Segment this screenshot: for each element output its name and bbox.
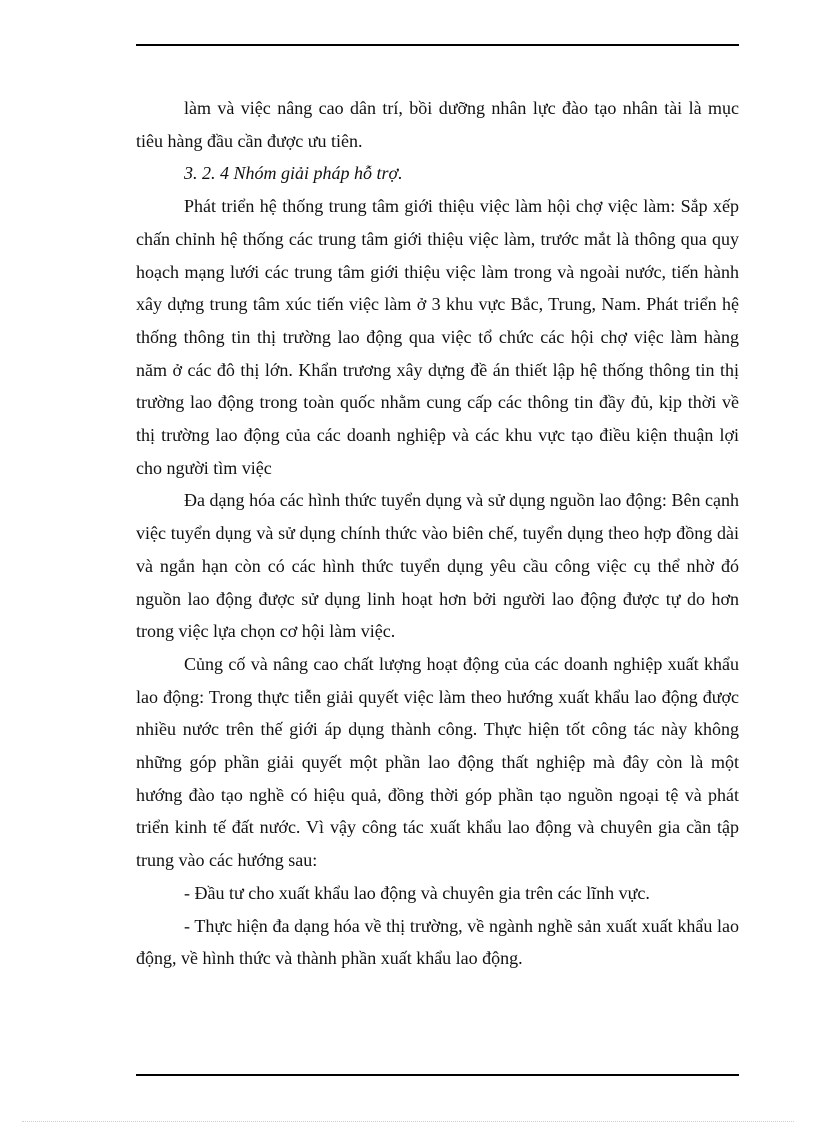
section-heading: 3. 2. 4 Nhóm giải pháp hỗ trợ. <box>184 163 403 184</box>
footer-rule <box>136 1074 739 1076</box>
page-body <box>136 92 739 975</box>
bullet-diversification: - Thực hiện đa dạng hóa về thị trường, về ngành nghề sản xuất xuất khẩu lao động, về hình thức và thành phần xuất khẩu lao động. <box>136 915 739 969</box>
header-rule <box>136 44 739 46</box>
paragraph-job-centers: Phát triển hệ thống trung tâm giới thiệu việc làm hội chợ việc làm: Sắp xếp chấn chỉnh hệ thống các trung tâm giới thiệu việc làm, trước mắt là thông qua quy hoạch mạng lưới các trung tâm giới thiệu việc làm trong và ngoài nước, tiến hành xây dựng trung tâm xúc tiến việc làm ở 3 khu vực Bắc, Trung, Nam. Phát triển hệ thống thông tin thị trường lao động qua việc tổ chức các hội chợ việc làm hàng năm ở các đô thị lớn. Khẩn trương xây dựng đề án thiết lập hệ thống thông tin thị trường lao động trong toàn quốc nhằm cung cấp các thông tin đầy đủ, kịp thời về thị trường lao động của các doanh nghiệp và các khu vực tạo điều kiện thuận lợi cho người tìm việc <box>136 196 739 478</box>
paragraph-labor-export: Củng cố và nâng cao chất lượng hoạt động của các doanh nghiệp xuất khẩu lao động: Trong thực tiễn giải quyết việc làm theo hướng xuất khẩu lao động được nhiều nước trên thế giới áp dụng thành công. Thực hiện tốt công tác này không những góp phần giải quyết một phần lao động thất nghiệp mà đây còn là một hướng đào tạo nghề có hiệu quả, đồng thời góp phần tạo nguồn ngoại tệ và phát triển kinh tế đất nước. Vì vậy công tác xuất khẩu lao động và chuyên gia cần tập trung vào các hướng sau: <box>136 653 739 871</box>
bullet-investment: - Đầu tư cho xuất khẩu lao động và chuyên gia trên các lĩnh vực. <box>184 882 650 903</box>
page-edge-divider <box>22 1121 794 1122</box>
paragraph-continuation: làm và việc nâng cao dân trí, bồi dưỡng nhân lực đào tạo nhân tài là mục tiêu hàng đầu cần được ưu tiên. <box>136 98 739 151</box>
paragraph-recruitment-forms: Đa dạng hóa các hình thức tuyển dụng và sử dụng nguồn lao động: Bên cạnh việc tuyển dụng và sử dụng chính thức vào biên chế, tuyển dụng theo hợp đồng dài và ngắn hạn còn có các hình thức tuyển dụng yêu cầu công việc cụ thể nhờ đó nguồn lao động được sử dụng linh hoạt hơn bởi người lao động được tự do hơn trong việc lựa chọn cơ hội làm việc. <box>136 490 739 642</box>
